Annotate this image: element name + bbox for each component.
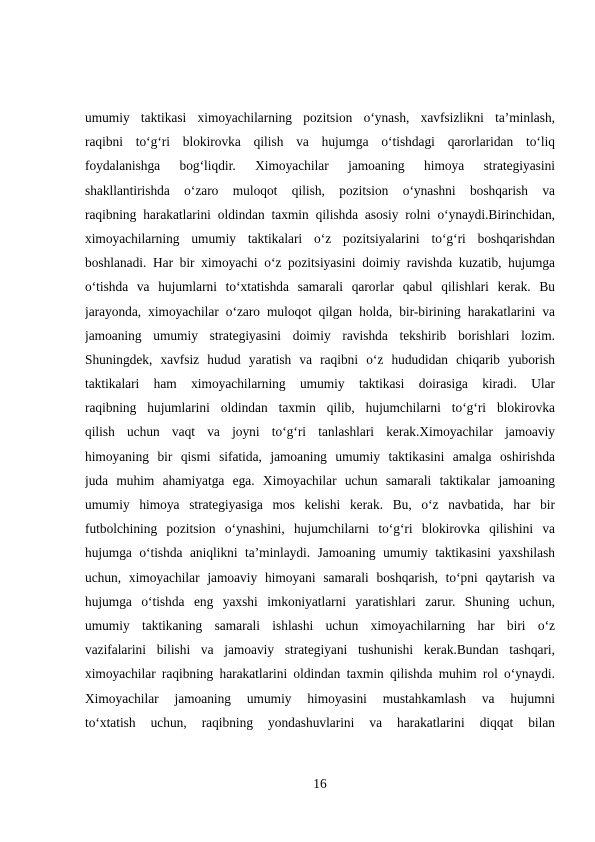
text-line: umumiy himoya strategiyasiga mos kelishi kerak. Bu, o‘z navbatida, har bir xyxy=(85,497,555,512)
text-line: qilish uchun vaqt va joyni to‘g‘ri tanlashlari kerak.Ximoyachilar jamoaviy xyxy=(85,424,555,440)
text-line: uchun, ximoyachilar jamoaviy himoyani samarali boshqarish, to‘pni qaytarish va xyxy=(85,569,555,585)
text-line: foydalanishga bog‘liqdir. Ximoyachilar jamoaning himoya strategiyasini xyxy=(85,158,555,174)
text-line: to‘xtatish uchun, raqibning yondashuvlarini va harakatlarini diqqat bilan xyxy=(85,714,555,730)
text-line: raqibni to‘g‘ri blokirovka qilish va hujumga o‘tishdagi qarorlaridan to‘liq xyxy=(85,134,555,150)
text-line: umumiy taktikaning samarali ishlashi uchun ximoyachilarning har biri o‘z xyxy=(85,617,555,633)
text-line: jarayonda, ximoyachilar o‘zaro muloqot qilgan holda, bir-birining harakatlarini va xyxy=(85,303,555,319)
page-number: 16 xyxy=(313,776,327,791)
text-line: jamoaning umumiy strategiyasini doimiy ravishda tekshirib borishlari lozim. xyxy=(85,327,555,343)
text-line: boshlanadi. Har bir ximoyachi o‘z pozitsiyasini doimiy ravishda kuzatib, hujumga xyxy=(85,255,555,271)
text-line: juda muhim ahamiyatga ega. Ximoyachilar uchun samarali taktikalar jamoaning xyxy=(85,472,555,488)
text-line: futbolchining pozitsion o‘ynashini, hujumchilarni to‘g‘ri blokirovka qilishini va xyxy=(85,521,555,537)
body-text xyxy=(85,106,555,735)
text-line: vazifalarini bilishi va jamoaviy strategiyani tushunishi kerak.Bundan tashqari, xyxy=(85,642,555,658)
text-line: himoyaning bir qismi sifatida, jamoaning umumiy taktikasini amalga oshirishda xyxy=(85,448,555,464)
text-line: Shuningdek, xavfsiz hudud yaratish va raqibni o‘z hududidan chiqarib yuborish xyxy=(85,351,555,367)
text-line: taktikalari ham ximoyachilarning umumiy taktikasi doirasiga kiradi. Ular xyxy=(85,376,555,392)
text-line: hujumga o‘tishda eng yaxshi imkoniyatlarni yaratishlari zarur. Shuning uchun, xyxy=(85,593,555,609)
text-line: raqibning harakatlarini oldindan taxmin qilishda asosiy rolni o‘ynaydi.Birinchidan, xyxy=(85,206,555,222)
text-line: shakllantirishda o‘zaro muloqot qilish, pozitsion o‘ynashni boshqarish va xyxy=(85,182,555,198)
text-line: ximoyachilar raqibning harakatlarini oldindan taxmin qilishda muhim rol o‘ynaydi. xyxy=(85,666,555,682)
text-line: o‘tishda va hujumlarni to‘xtatishda samarali qarorlar qabul qilishlari kerak. Bu xyxy=(85,279,555,295)
text-line: hujumga o‘tishda aniqlikni ta’minlaydi. Jamoaning umumiy taktikasini yaxshilash xyxy=(85,545,555,561)
text-line: raqibning hujumlarini oldindan taxmin qilib, hujumchilarni to‘g‘ri blokirovka xyxy=(85,400,555,416)
text-line: ximoyachilarning umumiy taktikalari o‘z pozitsiyalarini to‘g‘ri boshqarishdan xyxy=(85,230,555,246)
text-line: Ximoyachilar jamoaning umumiy himoyasini mustahkamlash va hujumni xyxy=(85,690,555,706)
text-line: umumiy taktikasi ximoyachilarning pozitsion o‘ynash, xavfsizlikni ta’minlash, xyxy=(85,110,555,125)
